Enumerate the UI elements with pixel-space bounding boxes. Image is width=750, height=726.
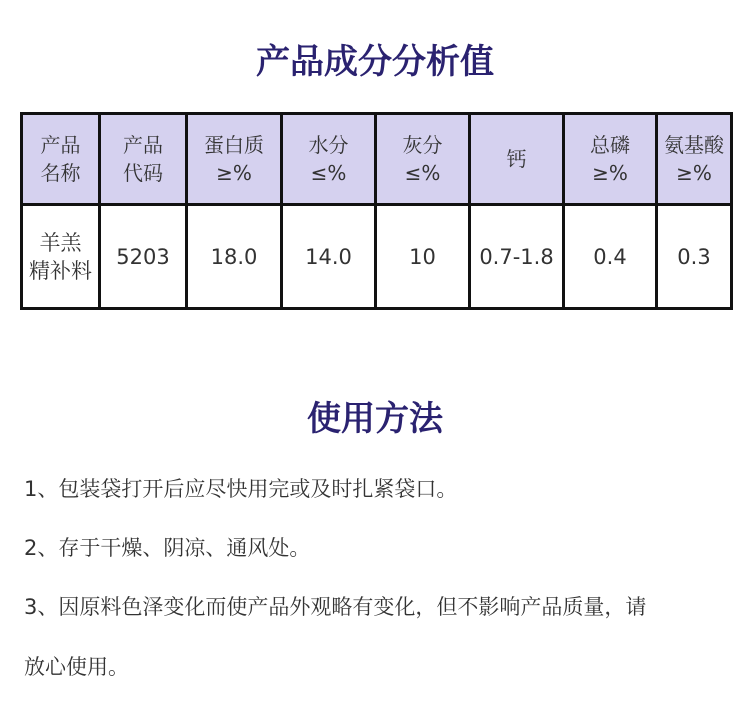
usage-item-1: 1、包装袋打开后应尽快用完或及时扎紧袋口。	[24, 477, 458, 501]
table-row	[22, 205, 732, 309]
header-ash: 灰分 ≤%	[376, 114, 470, 205]
cell-calcium: 0.7-1.8	[470, 205, 564, 309]
usage-item-3-continued: 放心使用。	[24, 655, 129, 679]
table-header-row	[22, 114, 732, 205]
cell-product-name: 羊羔 精补料	[22, 205, 100, 309]
cell-product-code: 5203	[100, 205, 187, 309]
header-product-code: 产品 代码	[100, 114, 187, 205]
cell-phosphorus: 0.4	[564, 205, 657, 309]
usage-title: 使用方法	[307, 399, 443, 439]
header-phosphorus: 总磷 ≥%	[564, 114, 657, 205]
cell-moisture: 14.0	[282, 205, 376, 309]
usage-item-3: 3、因原料色泽变化而使产品外观略有变化，但不影响产品质量，请	[24, 595, 647, 619]
composition-table	[20, 112, 733, 310]
header-calcium: 钙	[470, 114, 564, 205]
header-amino-acid: 氨基酸 ≥%	[657, 114, 732, 205]
analysis-title: 产品成分分析值	[256, 42, 494, 82]
usage-item-2: 2、存于干燥、阴凉、通风处。	[24, 536, 311, 560]
header-moisture: 水分 ≤%	[282, 114, 376, 205]
header-protein: 蛋白质 ≥%	[187, 114, 282, 205]
header-product-name: 产品 名称	[22, 114, 100, 205]
cell-ash: 10	[376, 205, 470, 309]
cell-amino-acid: 0.3	[657, 205, 732, 309]
cell-protein: 18.0	[187, 205, 282, 309]
